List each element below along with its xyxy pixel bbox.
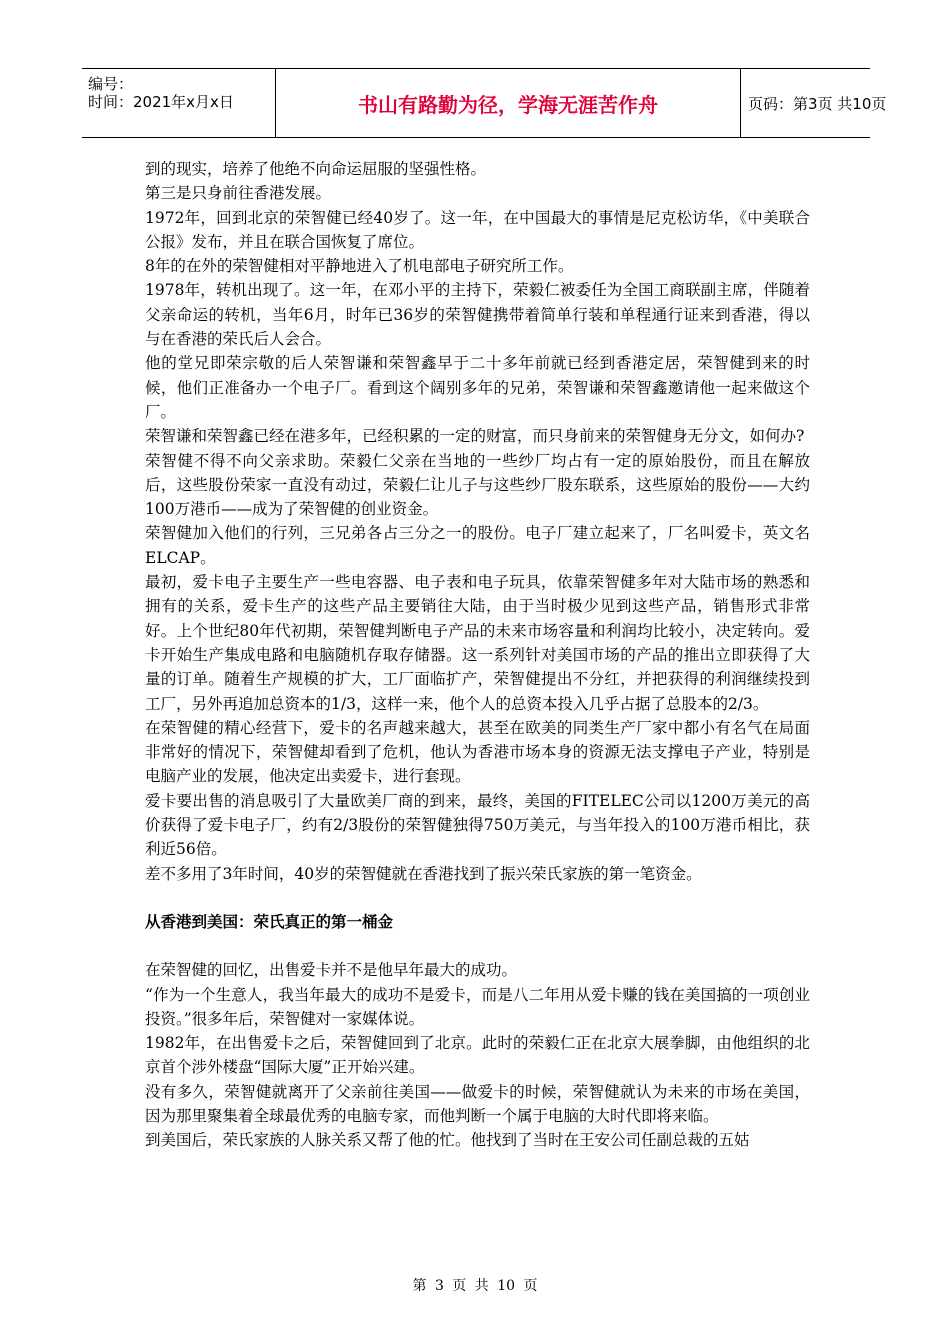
paragraph: 他的堂兄即荣宗敬的后人荣智谦和荣智鑫早于二十多年前就已经到香港定居，荣智健到来的时候，他们正准备办一个电子厂。看到这个阔别多年的兄弟，荣智谦和荣智鑫邀请他一起来做这个厂。	[145, 354, 810, 421]
paragraph: 1978年，转机出现了。这一年，在邓小平的主持下，荣毅仁被委任为全国工商联副主席，伴随着父亲命运的转机，当年6月，时年已36岁的荣智健携带着简单行装和单程通行证来到香港，得以与在香港的荣氏后人会合。	[145, 281, 810, 349]
paragraph: 1972年，回到北京的荣智健已经40岁了。这一年，在中国最大的事情是尼克松访华，《中美联合公报》发布，并且在联合国恢复了席位。	[145, 208, 810, 251]
paragraph: “作为一个生意人，我当年最大的成功不是爱卡，而是八二年用从爱卡赚的钱在美国搞的一项创业投资。”很多年后，荣智健对一家媒体说。	[145, 985, 810, 1028]
paragraphs-after-heading	[145, 958, 810, 1152]
document-date-label: 时间：2021年x月x日	[88, 93, 234, 111]
paragraph: 荣智谦和荣智鑫已经在港多年，已经积累的一定的财富，而只身前来的荣智健身无分文，如何办?	[145, 427, 805, 446]
paragraph: 爱卡要出售的消息吸引了大量欧美厂商的到来，最终，美国的FITELEC公司以1200万美元的高价获得了爱卡电子厂，约有2/3股份的荣智健独得750万美元，与当年投入的100万港币相比，获利近56倍。	[145, 791, 810, 859]
section-heading: 从香港到美国：荣氏真正的第一桶金	[145, 912, 394, 931]
document-code-label: 编号：	[88, 75, 134, 93]
paragraphs-before-heading	[145, 157, 810, 886]
paragraph: 最初，爱卡电子主要生产一些电容器、电子表和电子玩具，依靠荣智健多年对大陆市场的熟悉和拥有的关系，爱卡生产的这些产品主要销往大陆，由于当时极少见到这些产品，销售形式非常好。上个世纪80年代初期，荣智健判断电子产品的未来市场容量和利润均比较小，决定转向。爱卡开始生产集成电路和电脑随机存取存储器。这一系列针对美国市场的产品的推出立即获得了大量的订单。随着生产规模的扩大，工厂面临扩产，荣智健提出不分红，并把获得的利润继续投到工厂，另外再追加总资本的1/3，这样一来，他个人的总资本投入几乎占据了总股本的2/3。	[145, 573, 810, 713]
spacer	[145, 886, 810, 910]
paragraph: 1982年，在出售爱卡之后，荣智健回到了北京。此时的荣毅仁正在北京大展拳脚，由他组织的北京首个涉外楼盘“国际大厦”正开始兴建。	[145, 1034, 810, 1077]
page-footer: 第 3 页 共 10 页	[412, 1278, 538, 1294]
paragraph: 到的现实，培养了他绝不向命运屈服的坚强性格。	[145, 160, 487, 178]
paragraph: 在荣智健的精心经营下，爱卡的名声越来越大，甚至在欧美的同类生产厂家中都小有名气在局面非常好的情况下，荣智健却看到了危机，他认为香港市场本身的资源无法支撑电子产业，特别是电脑产业的发展，他决定出卖爱卡，进行套现。	[145, 718, 810, 786]
header-page-number: 页码：第3页 共10页	[748, 94, 887, 113]
document-body	[145, 157, 810, 1153]
header-motto: 书山有路勤为径，学海无涯苦作舟	[276, 69, 741, 137]
page-header	[82, 68, 887, 138]
paragraph: 差不多用了3年时间，40岁的荣智健就在香港找到了振兴荣氏家族的第一笔资金。	[145, 864, 702, 883]
paragraph: 第三是只身前往香港发展。	[145, 184, 332, 203]
paragraph: 在荣智健的回忆，出售爱卡并不是他早年最大的成功。	[145, 961, 518, 980]
paragraph: 荣智健加入他们的行列，三兄弟各占三分之一的股份。电子厂建立起来了，厂名叫爱卡，英文名ELCAP。	[145, 524, 810, 567]
paragraph: 8年的在外的荣智健相对平静地进入了机电部电子研究所工作。	[145, 257, 574, 276]
header-info-cell	[82, 69, 276, 137]
paragraph: 到美国后，荣氏家族的人脉关系又帮了他的忙。他找到了当时在王安公司任副总裁的五姑	[145, 1131, 750, 1150]
paragraph: 荣智健不得不向父亲求助。荣毅仁父亲在当地的一些纱厂均占有一定的原始股份，而且在解放后，这些股份荣家一直没有动过，荣毅仁让儿子与这些纱厂股东联系，这些原始的股份——大约100万港币——成为了荣智健的创业资金。	[145, 451, 810, 519]
spacer	[145, 934, 810, 958]
paragraph: 没有多久，荣智健就离开了父亲前往美国——做爱卡的时候，荣智健就认为未来的市场在美国，因为那里聚集着全球最优秀的电脑专家，而他判断一个属于电脑的大时代即将来临。	[145, 1082, 810, 1125]
